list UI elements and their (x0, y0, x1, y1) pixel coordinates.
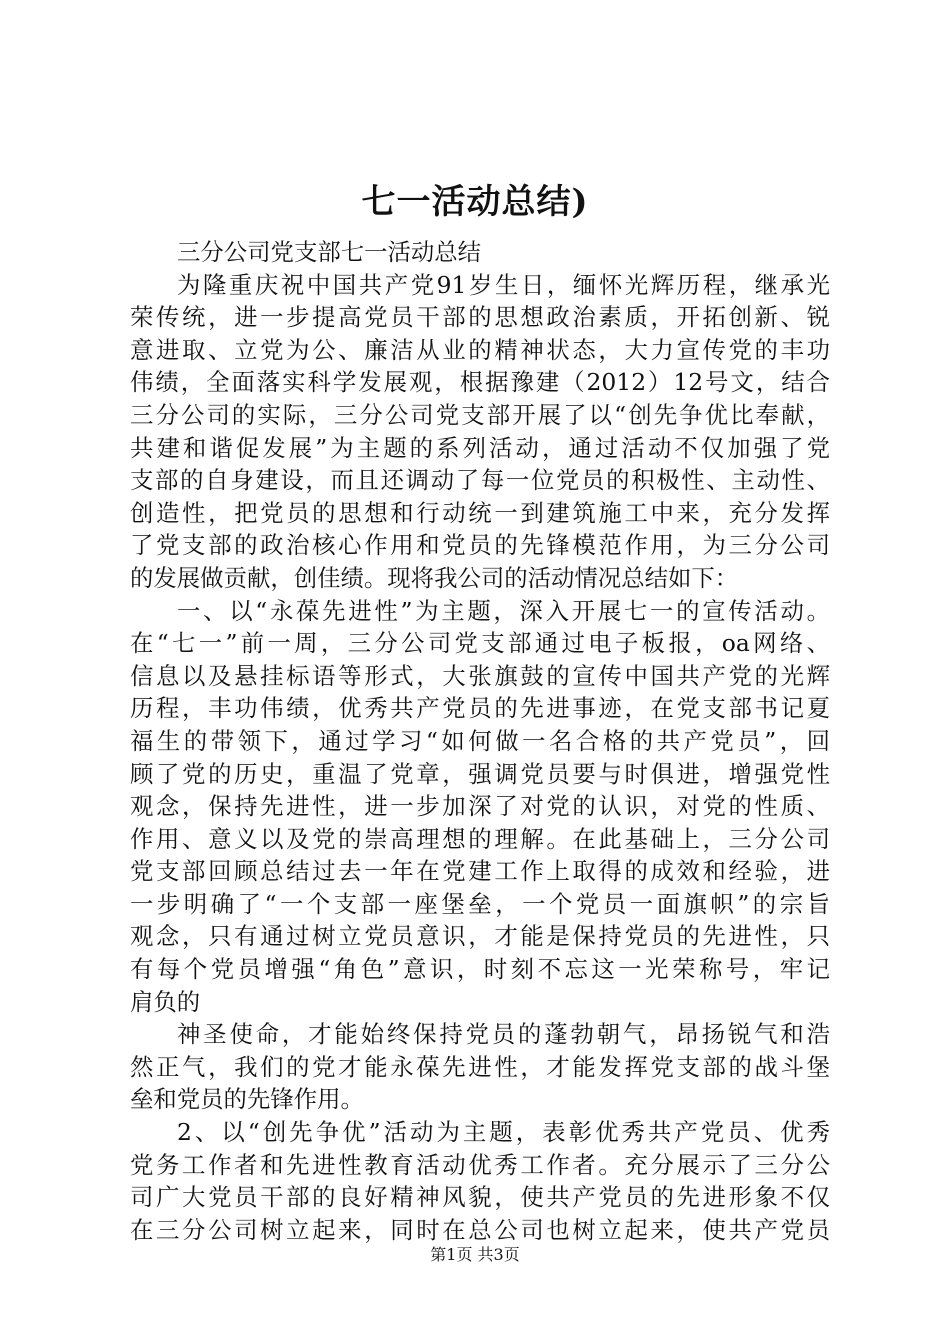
body-line: 三分公司的实际，三分公司党支部开展了以“创先争优比奉献， (130, 400, 830, 429)
document-body (130, 236, 830, 1246)
body-line: 荣传统，进一步提高党员干部的思想政治素质，开拓创新、锐 (130, 303, 830, 332)
body-line: 在“七一”前一周，三分公司党支部通过电子板报，oa网络、 (130, 629, 830, 658)
body-line: 党务工作者和先进性教育活动优秀工作者。充分展示了三分公 (130, 1150, 830, 1179)
body-line: 顾了党的历史，重温了党章，强调党员要与时俱进，增强党性 (130, 759, 830, 788)
document-title: 七一活动总结) (361, 182, 589, 222)
body-line: 一步明确了“一个支部一座堡垒，一个党员一面旗帜”的宗旨 (130, 889, 830, 918)
body-line: 了党支部的政治核心作用和党员的先锋模范作用，为三分公司 (130, 531, 830, 560)
body-line: 创造性，把党员的思想和行动统一到建筑施工中来，充分发挥 (130, 498, 830, 527)
body-line: 2、以“创先争优”活动为主题，表彰优秀共产党员、优秀 (177, 1118, 830, 1147)
body-line: 伟绩，全面落实科学发展观，根据豫建（2012）12号文，结合 (130, 368, 830, 397)
body-line: 为隆重庆祝中国共产党91岁生日，缅怀光辉历程，继承光 (177, 270, 830, 299)
body-line: 的发展做贡献，创佳绩。现将我公司的活动情况总结如下： (130, 563, 739, 592)
body-line: 有每个党员增强“角色”意识，时刻不忘这一光荣称号，牢记 (130, 955, 830, 984)
body-line: 三分公司党支部七一活动总结 (177, 238, 482, 266)
page-number: 第1页 共3页 (430, 1245, 520, 1264)
body-line: 信息以及悬挂标语等形式，大张旗鼓的宣传中国共产党的光辉 (130, 661, 830, 690)
body-line: 观念，只有通过树立党员意识，才能是保持党员的先进性，只 (130, 922, 830, 951)
body-line: 福生的带领下，通过学习“如何做一名合格的共产党员”，回 (130, 726, 830, 755)
body-line: 历程，丰功伟绩，优秀共产党员的先进事迹，在党支部书记夏 (130, 694, 830, 723)
body-line: 然正气，我们的党才能永葆先进性，才能发挥党支部的战斗堡 (130, 1052, 830, 1081)
body-line: 在三分公司树立起来，同时在总公司也树立起来，使共产党员 (130, 1215, 830, 1244)
body-line: 垒和党员的先锋作用。 (130, 1085, 364, 1114)
body-line: 作用、意义以及党的崇高理想的理解。在此基础上，三分公司 (130, 824, 830, 853)
body-line: 党支部回顾总结过去一年在党建工作上取得的成效和经验，进 (130, 857, 830, 886)
body-line: 支部的自身建设，而且还调动了每一位党员的积极性、主动性、 (130, 466, 830, 495)
body-line: 观念，保持先进性，进一步加深了对党的认识，对党的性质、 (130, 792, 830, 821)
body-line: 一、以“永葆先进性”为主题，深入开展七一的宣传活动。 (177, 596, 830, 625)
body-line: 共建和谐促发展”为主题的系列活动，通过活动不仅加强了党 (130, 433, 830, 462)
body-line: 肩负的 (130, 987, 201, 1016)
body-line: 司广大党员干部的良好精神风貌，使共产党员的先进形象不仅 (130, 1183, 830, 1212)
body-line: 神圣使命，才能始终保持党员的蓬勃朝气，昂扬锐气和浩 (177, 1020, 830, 1049)
body-line: 意进取、立党为公、廉洁从业的精神状态，大力宣传党的丰功 (130, 335, 830, 364)
